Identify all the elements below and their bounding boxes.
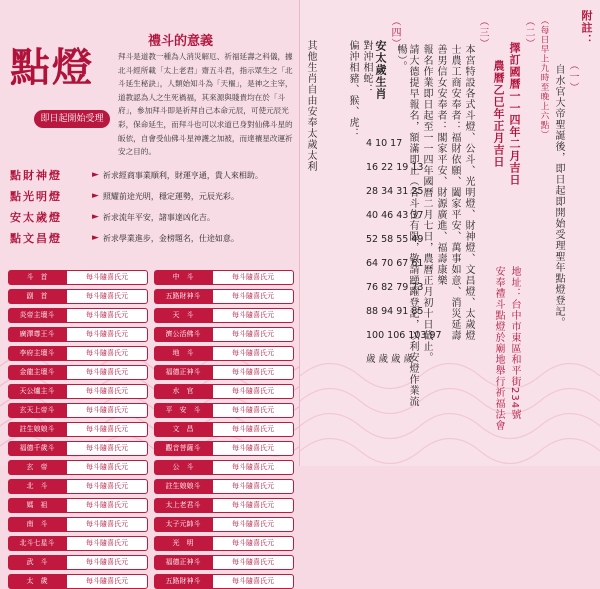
item4-other: 其他生肖自由安奉太歲太利 [305, 40, 316, 172]
offering-price: 每斗隨喜氏元 [212, 327, 294, 342]
offering-name: 玄天上帝斗 [8, 403, 66, 418]
offering-price: 每斗隨喜氏元 [66, 327, 148, 342]
offering-price: 每斗隨喜氏元 [66, 308, 148, 323]
arrow-icon: ► [92, 212, 99, 222]
offering-cell [154, 289, 294, 304]
start-badge: 即日起開始受理 [34, 110, 110, 128]
offering-cell [8, 270, 148, 285]
item1-text: 自水官大帝聖誕後，即日起即開始受理聖年點燈登記。 [553, 64, 564, 328]
item4-title: 安太歲生肖 [374, 40, 387, 100]
offering-cell [154, 422, 294, 437]
offering-cell [154, 327, 294, 342]
offering-cell [154, 460, 294, 475]
age-table [366, 132, 440, 372]
offering-name: 地 斗 [154, 346, 212, 361]
offering-cell [154, 574, 294, 589]
offering-price: 每斗隨喜氏元 [212, 384, 294, 399]
age-row: 76 82 79 73 [366, 282, 424, 293]
offering-name: 五路財神斗 [154, 574, 212, 589]
section-title: 禮斗的意義 [148, 34, 214, 49]
offering-cell [154, 365, 294, 380]
offering-price: 每斗隨喜氏元 [66, 517, 148, 532]
offering-cell [8, 346, 148, 361]
offering-price: 每斗隨喜氏元 [66, 270, 148, 285]
lamp-item [10, 229, 295, 247]
right-page [300, 0, 600, 466]
offering-cell [8, 536, 148, 551]
item1-note: （每日早上九時至晚上六點） [539, 16, 549, 140]
offering-price: 每斗隨喜氏元 [66, 365, 148, 380]
item2-ceremony: 安奉禮斗點燈於廟地舉行祈福法會 [493, 266, 504, 431]
offering-cell [8, 422, 148, 437]
offering-cell [8, 308, 148, 323]
item3-line-e: 請大德提早報名，額滿即止（各斗位有限，敬請踴躍登記，以利安燈作業流暢）。 [395, 44, 418, 407]
offering-name: 文 昌 [154, 422, 212, 437]
offering-name: 平 安 斗 [154, 403, 212, 418]
offering-cell [8, 460, 148, 475]
arrow-icon: ► [92, 233, 99, 243]
offering-cell [154, 536, 294, 551]
offering-name: 水 官 [154, 384, 212, 399]
offering-cell [8, 384, 148, 399]
offering-price: 每斗隨喜氏元 [212, 270, 294, 285]
offering-name: 天公爐主斗 [8, 384, 66, 399]
lamp-list [10, 166, 295, 250]
offering-name: 福德千歲斗 [8, 441, 66, 456]
item3-line-d: 報名作業即日起至一一四年國曆二月七日，農曆正月初十日截止。 [421, 44, 432, 363]
item2-address: 地址：台中市東區和平街234號 [509, 266, 520, 421]
offering-cell [8, 441, 148, 456]
offering-price: 每斗隨喜氏元 [66, 479, 148, 494]
age-row: 100 106 103 97 [366, 330, 442, 341]
offering-cell [154, 384, 294, 399]
offering-cell [8, 289, 148, 304]
item4-conflict-partial: 偏沖相豬、猴、虎： [347, 40, 358, 139]
offering-price: 每斗隨喜氏元 [212, 365, 294, 380]
offering-cell [8, 403, 148, 418]
offering-price: 每斗隨喜氏元 [212, 574, 294, 589]
offering-name: 廣澤尊王斗 [8, 327, 66, 342]
offering-name: 金龍主壇斗 [8, 365, 66, 380]
offering-price: 每斗隨喜氏元 [66, 403, 148, 418]
offering-cell [154, 403, 294, 418]
lamp-item [10, 166, 295, 184]
lamp-desc: 照耀前途光明，穩定運勢，元辰光彩。 [102, 191, 239, 201]
offering-cell [8, 517, 148, 532]
offering-cell [8, 365, 148, 380]
offering-price: 每斗隨喜氏元 [212, 346, 294, 361]
offering-name: 太上老君斗 [154, 498, 212, 513]
offering-cell [154, 517, 294, 532]
offering-price: 每斗隨喜氏元 [66, 441, 148, 456]
offering-cell [154, 270, 294, 285]
item3-number: （三） [477, 16, 488, 49]
offering-name: 斗 首 [8, 270, 66, 285]
offering-cell [8, 479, 148, 494]
offering-price: 每斗隨喜氏元 [212, 498, 294, 513]
item2-date-lunar: 農曆乙巳年正月吉日 [492, 60, 505, 168]
offering-price: 每斗隨喜氏元 [212, 441, 294, 456]
offering-price: 每斗隨喜氏元 [66, 422, 148, 437]
age-row: 歲 歲 歲 歲 [366, 354, 414, 365]
arrow-icon: ► [92, 191, 99, 201]
lamp-name: 點光明燈 [10, 190, 62, 203]
offering-price: 每斗隨喜氏元 [66, 460, 148, 475]
lamp-desc: 祈求學業進步，金榜題名，仕途如意。 [102, 233, 239, 243]
offering-name: 公 斗 [154, 460, 212, 475]
offering-name: 北 斗 [8, 479, 66, 494]
offering-price: 每斗隨喜氏元 [212, 555, 294, 570]
offering-name: 媽 祖 [8, 498, 66, 513]
lamp-desc: 祈求流年平安，諸事達凶化吉。 [102, 212, 215, 222]
lamp-item [10, 187, 295, 205]
offering-price: 每斗隨喜氏元 [66, 536, 148, 551]
offering-name: 福德正神斗 [154, 555, 212, 570]
offering-name: 濟公活佛斗 [154, 327, 212, 342]
item3-line-b: 士農工商安奉者：福財依願、闔家平安、萬事如意、消災延壽 [449, 44, 460, 341]
offering-name: 武 斗 [8, 555, 66, 570]
offering-cell [154, 498, 294, 513]
offering-name: 中 斗 [154, 270, 212, 285]
item1-number: （一） [567, 60, 578, 93]
offering-cell [8, 574, 148, 589]
offering-price: 每斗隨喜氏元 [66, 498, 148, 513]
offering-price: 每斗隨喜氏元 [212, 289, 294, 304]
offering-name: 太 歲 [8, 574, 66, 589]
item3-line-a: 本宮特設各式斗燈、公斗、光明燈、財神燈、文昌燈、太歲燈 [463, 44, 474, 341]
lamp-name: 點財神燈 [10, 169, 62, 182]
offering-price: 每斗隨喜氏元 [212, 460, 294, 475]
offering-price: 每斗隨喜氏元 [212, 403, 294, 418]
arrow-icon: ► [92, 170, 99, 180]
offering-name: 福德正神斗 [154, 365, 212, 380]
offering-cell [154, 441, 294, 456]
offering-price: 每斗隨喜氏元 [66, 384, 148, 399]
lamp-name: 安太歲燈 [10, 211, 62, 224]
offering-price: 每斗隨喜氏元 [212, 308, 294, 323]
offering-price: 每斗隨喜氏元 [66, 574, 148, 589]
offering-price: 每斗隨喜氏元 [212, 479, 294, 494]
lamp-desc: 祈求經商事業順利，財運亨通，貴人來相助。 [102, 170, 263, 180]
item2-number: （二） [523, 16, 534, 49]
big-title: 點燈 [10, 44, 94, 91]
offering-name: 光 明 [154, 536, 212, 551]
lamp-name: 點文昌燈 [10, 232, 62, 245]
offering-price: 每斗隨喜氏元 [212, 422, 294, 437]
offering-name: 五路財神斗 [154, 289, 212, 304]
offering-name: 李府主壇斗 [8, 346, 66, 361]
offering-cell [154, 308, 294, 323]
left-page [0, 0, 300, 585]
offering-price: 每斗隨喜氏元 [66, 346, 148, 361]
offering-name: 註生娘娘斗 [8, 422, 66, 437]
age-row: 64 70 67 61 [366, 258, 424, 269]
age-row: 28 34 31 25 [366, 186, 424, 197]
offering-price: 每斗隨喜氏元 [212, 536, 294, 551]
offering-price: 每斗隨喜氏元 [66, 289, 148, 304]
offering-price: 每斗隨喜氏元 [212, 517, 294, 532]
offering-name: 副 首 [8, 289, 66, 304]
offering-name: 南 斗 [8, 517, 66, 532]
offering-name: 北斗七星斗 [8, 536, 66, 551]
age-row: 40 46 43 37 [366, 210, 424, 221]
offering-cell [8, 327, 148, 342]
item4-number: （四） [389, 16, 400, 49]
offering-name: 天 斗 [154, 308, 212, 323]
offering-cell [154, 555, 294, 570]
intro-paragraph: 拜斗是道教一種為人消災解厄、祈福延壽之科儀，據北斗經所載「太上老君」齋五斗君，指示眾生之「北斗延生秘訣」，人類始知斗為「天樞」，是神之主宰，道教認為人之生死禍福，其來源與賤貴均在於「斗府」，參加拜斗即是祈拜自己本命元辰，可使元辰光彩，保命延生，而拜斗也可以求道已身對仙佛斗星的皈依，自會受仙佛斗星神護之加被，而達禳星改運祈安之目的。 [118, 52, 293, 157]
offering-name: 觀音菩薩斗 [154, 441, 212, 456]
age-row: 4 10 17 [366, 138, 403, 149]
offering-grid [8, 270, 294, 589]
age-row: 88 94 91 85 [366, 306, 424, 317]
offering-name: 炎帝主壇斗 [8, 308, 66, 323]
offering-cell [154, 479, 294, 494]
offering-cell [8, 498, 148, 513]
appendix-title: 附註： [580, 10, 593, 46]
age-row: 52 58 55 49 [366, 234, 424, 245]
lamp-item [10, 208, 295, 226]
offering-name: 註生娘娘斗 [154, 479, 212, 494]
offering-name: 太子元帥斗 [154, 517, 212, 532]
item2-date-gregorian: 擇訂國曆一一四年二月吉日 [508, 42, 521, 186]
offering-cell [8, 555, 148, 570]
item3-line-c: 善男信女安奉者：閣家平安、財源廣進、福壽康樂 [435, 44, 446, 286]
age-row: 16 22 19 13 [366, 162, 424, 173]
item4-conflict-snake: 對沖相蛇： [361, 40, 372, 95]
offering-price: 每斗隨喜氏元 [66, 555, 148, 570]
offering-name: 玄 帝 [8, 460, 66, 475]
offering-cell [154, 346, 294, 361]
